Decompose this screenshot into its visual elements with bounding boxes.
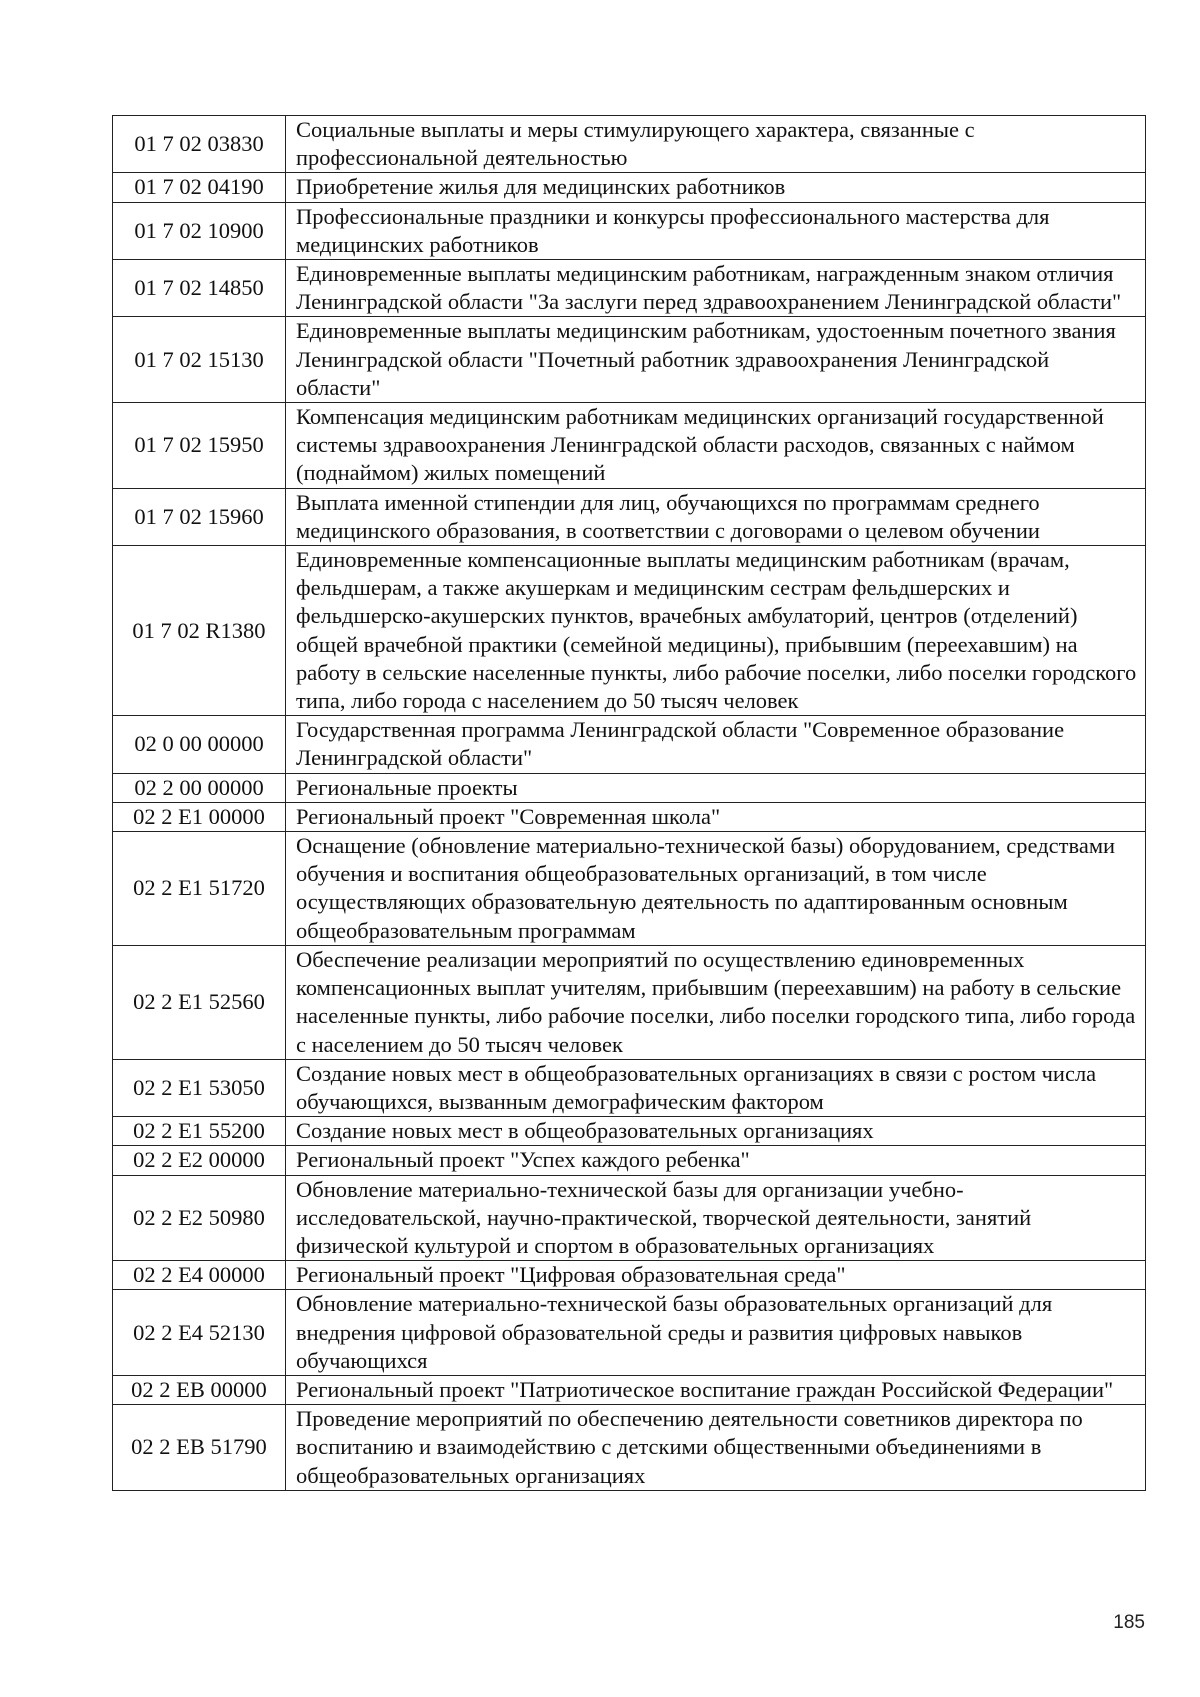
table-row: [113, 1261, 1146, 1290]
row-code-cell: 01 7 02 15960: [113, 488, 286, 545]
row-code-cell: 01 7 02 10900: [113, 202, 286, 259]
table-body: [113, 116, 1146, 1491]
row-code-cell: 01 7 02 14850: [113, 260, 286, 317]
row-code-cell: 01 7 02 15950: [113, 403, 286, 489]
table-row: [113, 116, 1146, 173]
row-description-cell: Региональный проект "Современная школа": [286, 802, 1146, 831]
row-description-cell: Государственная программа Ленинградской области "Современное образование Ленинградской области": [286, 716, 1146, 773]
row-description-cell: Обновление материально-технической базы образовательных организаций для внедрения цифровой образовательной среды и развития цифровых навыков обучающихся: [286, 1290, 1146, 1376]
row-description-cell: Обеспечение реализации мероприятий по осуществлению единовременных компенсационных выплат учителям, прибывшим (переехавшим) на работу в сельские населенные пункты, либо рабочие поселки, либо поселки городского типа, либо города с населением до 50 тысяч человек: [286, 945, 1146, 1059]
row-description-cell: Создание новых мест в общеобразовательных организациях: [286, 1117, 1146, 1146]
row-code-cell: 02 2 E1 53050: [113, 1059, 286, 1116]
table-row: [113, 832, 1146, 946]
page-number: 185: [1113, 1612, 1145, 1633]
row-description-cell: Проведение мероприятий по обеспечению деятельности советников директора по воспитанию и взаимодействию с детскими общественными объединениями в общеобразовательных организациях: [286, 1405, 1146, 1491]
table-row: [113, 802, 1146, 831]
table-row: [113, 1290, 1146, 1376]
row-description-cell: Социальные выплаты и меры стимулирующего характера, связанные с профессиональной деятельностью: [286, 116, 1146, 173]
row-code-cell: 01 7 02 R1380: [113, 546, 286, 716]
row-description-cell: Профессиональные праздники и конкурсы профессионального мастерства для медицинских работников: [286, 202, 1146, 259]
row-description-cell: Приобретение жилья для медицинских работников: [286, 173, 1146, 202]
table-row: [113, 488, 1146, 545]
row-description-cell: Региональный проект "Успех каждого ребенка": [286, 1146, 1146, 1175]
row-code-cell: 02 2 E2 00000: [113, 1146, 286, 1175]
row-code-cell: 02 2 EB 51790: [113, 1405, 286, 1491]
row-code-cell: 02 2 E4 52130: [113, 1290, 286, 1376]
row-code-cell: 01 7 02 03830: [113, 116, 286, 173]
row-description-cell: Компенсация медицинским работникам медицинских организаций государственной системы здравоохранения Ленинградской области расходов, связанных с наймом (поднаймом) жилых помещений: [286, 403, 1146, 489]
table-row: [113, 317, 1146, 403]
table-row: [113, 716, 1146, 773]
table-row: [113, 546, 1146, 716]
row-code-cell: 02 2 E4 00000: [113, 1261, 286, 1290]
row-description-cell: Региональные проекты: [286, 773, 1146, 802]
row-description-cell: Обновление материально-технической базы для организации учебно-исследовательской, научно-практической, творческой деятельности, занятий физической культурой и спортом в образовательных организациях: [286, 1175, 1146, 1261]
table-row: [113, 773, 1146, 802]
row-code-cell: 02 2 E1 00000: [113, 802, 286, 831]
row-description-cell: Оснащение (обновление материально-технической базы) оборудованием, средствами обучения и воспитания общеобразовательных организаций, в том числе осуществляющих образовательную деятельность по адаптированным основным общеобразовательным программам: [286, 832, 1146, 946]
row-description-cell: Единовременные выплаты медицинским работникам, награжденным знаком отличия Ленинградской области "За заслуги перед здравоохранением Ленинградской области": [286, 260, 1146, 317]
table-row: [113, 1146, 1146, 1175]
row-code-cell: 02 2 E1 52560: [113, 945, 286, 1059]
table-row: [113, 1375, 1146, 1404]
row-description-cell: Единовременные выплаты медицинским работникам, удостоенным почетного звания Ленинградской области "Почетный работник здравоохранения Ленинградской области": [286, 317, 1146, 403]
table-row: [113, 945, 1146, 1059]
row-code-cell: 01 7 02 04190: [113, 173, 286, 202]
row-code-cell: 02 2 00 00000: [113, 773, 286, 802]
row-description-cell: Создание новых мест в общеобразовательных организациях в связи с ростом числа обучающихся, вызванным демографическим фактором: [286, 1059, 1146, 1116]
table-row: [113, 403, 1146, 489]
table-row: [113, 1117, 1146, 1146]
table-row: [113, 260, 1146, 317]
row-description-cell: Выплата именной стипендии для лиц, обучающихся по программам среднего медицинского образования, в соответствии с договорами о целевом обучении: [286, 488, 1146, 545]
row-code-cell: 02 2 EB 00000: [113, 1375, 286, 1404]
row-description-cell: Региональный проект "Патриотическое воспитание граждан Российской Федерации": [286, 1375, 1146, 1404]
table-row: [113, 173, 1146, 202]
table-row: [113, 202, 1146, 259]
row-description-cell: Единовременные компенсационные выплаты медицинским работникам (врачам, фельдшерам, а также акушеркам и медицинским сестрам фельдшерских и фельдшерско-акушерских пунктов, врачебных амбулаторий, центров (отделений) общей врачебной практики (семейной медицины), прибывшим (переехавшим) на работу в сельские населенные пункты, либо рабочие поселки, либо поселки городского типа, либо города с населением до 50 тысяч человек: [286, 546, 1146, 716]
table-row: [113, 1405, 1146, 1491]
row-code-cell: 02 2 E1 55200: [113, 1117, 286, 1146]
row-code-cell: 02 2 E1 51720: [113, 832, 286, 946]
budget-classification-table: [112, 115, 1146, 1491]
table-row: [113, 1175, 1146, 1261]
table-row: [113, 1059, 1146, 1116]
row-code-cell: 01 7 02 15130: [113, 317, 286, 403]
row-code-cell: 02 0 00 00000: [113, 716, 286, 773]
row-code-cell: 02 2 E2 50980: [113, 1175, 286, 1261]
row-description-cell: Региональный проект "Цифровая образовательная среда": [286, 1261, 1146, 1290]
